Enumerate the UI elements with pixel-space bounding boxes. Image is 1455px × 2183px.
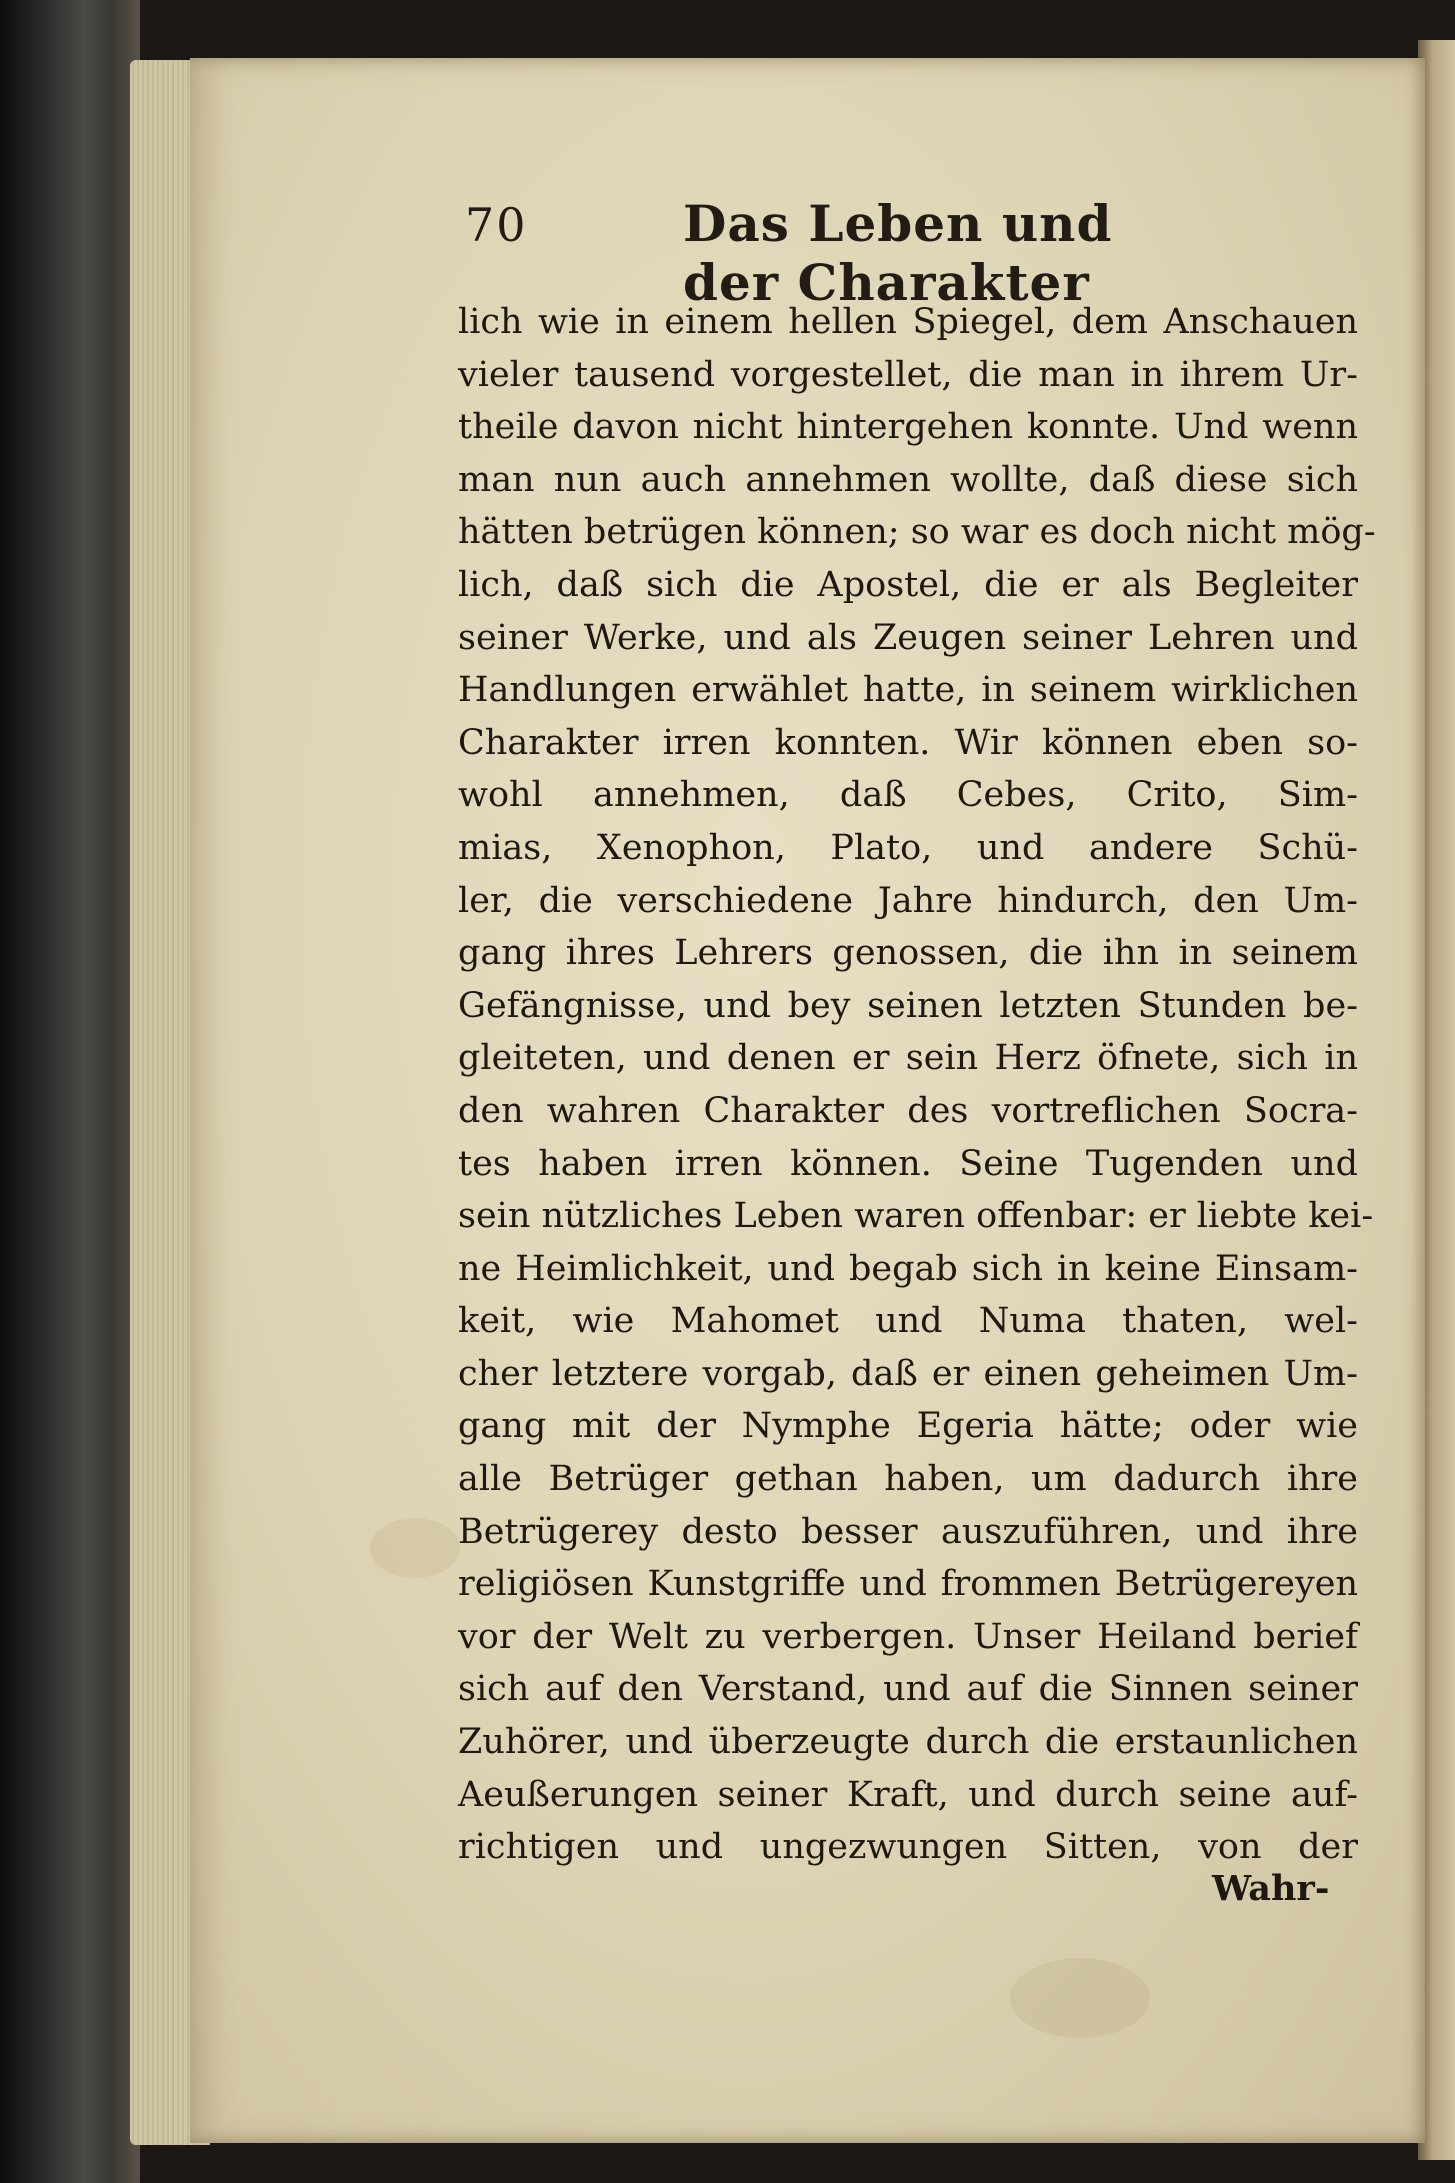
text-line: man nun auch annehmen wollte, daß diese sich xyxy=(458,459,1358,500)
text-line: Handlungen erwählet hatte, in seinem wirklichen xyxy=(458,670,1358,711)
page-number: 70 xyxy=(465,198,528,252)
text-line: theile davon nicht hintergehen konnte. Und wenn xyxy=(458,407,1358,448)
text-line: wohl annehmen, daß Cebes, Crito, Sim- xyxy=(458,775,1358,816)
text-line: cher letztere vorgab, daß er einen geheimen Um- xyxy=(458,1353,1358,1394)
text-line: lich, daß sich die Apostel, die er als Begleiter xyxy=(458,564,1358,605)
text-line: vor der Welt zu verbergen. Unser Heiland berief xyxy=(458,1616,1358,1657)
text-line: alle Betrüger gethan haben, um dadurch ihre xyxy=(458,1459,1358,1500)
text-line: lich wie in einem hellen Spiegel, dem Anschauen xyxy=(458,302,1358,342)
book-spine xyxy=(0,0,140,2183)
running-title: Das Leben und der Charakter xyxy=(683,194,1113,312)
text-line: hätten betrügen können; so war es doch nicht mög- xyxy=(458,512,1376,553)
text-line: Gefängnisse, und bey seinen letzten Stunden be- xyxy=(458,985,1358,1026)
text-line: Aeußerungen seiner Kraft, und durch seine auf- xyxy=(458,1774,1358,1815)
text-line: Charakter irren konnten. Wir können eben so- xyxy=(458,722,1358,763)
text-line: gang mit der Nymphe Egeria hätte; oder wie xyxy=(458,1406,1358,1447)
text-line: Betrügerey desto besser auszuführen, und ihre xyxy=(458,1511,1358,1552)
text-line: ne Heimlichkeit, und begab sich in keine Einsam- xyxy=(458,1248,1358,1289)
text-line: gang ihres Lehrers genossen, die ihn in seinem xyxy=(458,933,1358,974)
page-header xyxy=(275,120,1215,312)
text-line: den wahren Charakter des vortreflichen Socra- xyxy=(458,1090,1358,1131)
text-line: vieler tausend vorgestellet, die man in ihrem Ur- xyxy=(458,354,1358,395)
text-line: richtigen und ungezwungen Sitten, von der xyxy=(458,1827,1358,1868)
text-line: seiner Werke, und als Zeugen seiner Lehren und xyxy=(458,617,1358,658)
text-line: sein nützliches Leben waren offenbar: er liebte kei- xyxy=(458,1196,1374,1237)
text-line: ler, die verschiedene Jahre hindurch, den Um- xyxy=(458,880,1358,921)
text-line: sich auf den Verstand, und auf die Sinnen seiner xyxy=(458,1669,1358,1710)
body-text xyxy=(458,296,1376,1874)
text-line: tes haben irren können. Seine Tugenden und xyxy=(458,1143,1358,1184)
text-line: gleiteten, und denen er sein Herz öfnete, sich in xyxy=(458,1038,1358,1079)
text-line: mias, Xenophon, Plato, und andere Schü- xyxy=(458,827,1358,868)
paper-stain xyxy=(1010,1958,1150,2038)
text-line: Zuhörer, und überzeugte durch die erstaunlichen xyxy=(458,1722,1358,1763)
catchword: Wahr- xyxy=(1212,1868,1330,1909)
paper-stain xyxy=(370,1518,460,1578)
text-line: keit, wie Mahomet und Numa thaten, wel- xyxy=(458,1301,1358,1342)
text-line: religiösen Kunstgriffe und frommen Betrügereyen xyxy=(458,1564,1358,1605)
